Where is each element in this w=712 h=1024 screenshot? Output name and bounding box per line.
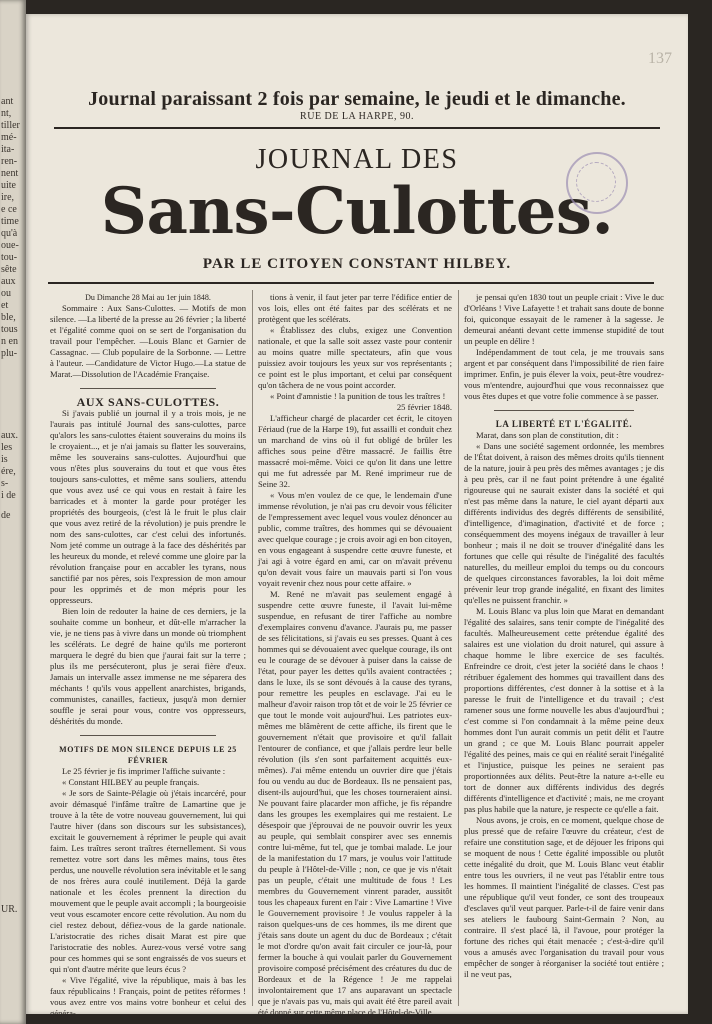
facing-page-text-fragment: plu- (1, 348, 18, 359)
facing-page-text-fragment: s- (1, 478, 9, 489)
issue-date: Du Dimanche 28 Mai au 1er juin 1848. (85, 293, 211, 302)
title-rule (48, 282, 654, 284)
subtitle: PAR LE CITOYEN CONSTANT HILBEY. (202, 256, 512, 272)
paragraph: Le 25 février je fis imprimer l'affiche suivante : (62, 766, 226, 776)
facing-page-text-fragment: mé- (1, 132, 17, 143)
publication-schedule: Journal paraissant 2 fois par semaine, le jeudi et le dimanche. (88, 88, 626, 110)
paragraph: tions à venir, il faut jeter par terre l'édifice entier de vos lois, elles ont été faites par des scélérats et ne protègent que les scélérats. (258, 292, 452, 324)
newspaper-page (26, 14, 688, 1018)
facing-page-text-fragment: tous (1, 324, 18, 335)
column-2 (258, 292, 452, 1017)
facing-page-text-fragment: ire, (1, 192, 15, 203)
facing-page-text-fragment: aux. (1, 430, 18, 441)
address-line: RUE DE LA HARPE, 90. (300, 111, 414, 122)
title-line-1: JOURNAL DES (255, 144, 459, 175)
facing-page-text-fragment: tou- (1, 252, 18, 263)
paragraph: « Vive l'égalité, vive la république, mais à bas les faux républicains ! Français, point de petites réformes ! vous avez entre vos mains votre bonheur et celui des généra- (50, 975, 246, 1018)
paragraph: M. René ne m'avait pas seulement engagé à suspendre cette œuvre funeste, il l'avait lui-même suspendue, en refusant de tirer l'affiche au nombre d'exemplaires convenu d'avance. J'aurais pu, me passer de ses félicitations, si j'avais eu ses presses. Quant à ces hommes qui se dévouaient avec quelque courage, ils ont eu le courage de se dévouer à puiser dans la caisse de l'état, pour payer les dettes qu'ils avaient contractées ; dans le luxe, ils se sont dévoués à la cause des tyrans, pour remettre les peuples en esclavage. J'ai eu le malheur d'avoir raison trop tôt et de voir le 25 février ce que tout le monde voit aujourd'hui. Les patriotes eux-mêmes me blâmèrent de cette affiche, ils firent que le gouvernement n'était que provisoire et qu'il fallait l'entourer de confiance, et que j'allais perdre leur belle révolution (ils s'en sont parfaitement acquittés eux-mêmes). J'ai même entendu un ouvrier dire que j'étais fou ou vendu au duc de Bordeaux. Ils ne pensaient pas, disent-ils aujourd'hui, que les choses tourneraient ainsi. Ne pouvant faire placarder mon affiche, je fis répandre dans les groupes les exemplaires qui me restaient. Le désespoir que j'éprouvai de ne pouvoir ouvrir les yeux au peuple, qui semblait conspirer avec ses ennemis contre lui-même, fut tel, que je tombai malade. Le jour de la manifestation du 17 mars, je voulus voir l'attitude du peuple à l'Hôtel-de-Ville ; non, ce que je vis n'était pas un peuple, c'était une multitude de fous ! Les membres du Gouvernement vinrent parader, aussitôt tous les chapeaux furent en l'air : Vive Lamartine ! Vive le Gouvernement provisoire ! Je voulus rappeler à la raison quelques-uns de ces hommes, ils me dirent que j'étais sans doute un agent du duc de Bordeaux ; c'était le mot d'ordre qu'on avait fait circuler ce jour-là, pour fermer la bouche à qui voulait parler du Gouvernement provisoire composé précisément des créatures du duc de Bordeaux et de la Régence ! Je me rappelai involontairement que 17 ans auparavant un spectacle que je n'avais pas vu, mais qui avait été être pareil avait été donné sur cette même place de l'Hôtel-de-Ville, (258, 589, 452, 1017)
facing-page-text-fragment: oue- (1, 240, 19, 251)
facing-page-text-fragment: de (1, 510, 11, 521)
article-heading: MOTIFS DE MON SILENCE DEPUIS LE 25 FÉVRIER (59, 745, 237, 765)
paragraph: Marat, dans son plan de constitution, dit : (476, 430, 619, 440)
paragraph: « Point d'amnistie ! la punition de tous les traîtres ! (270, 391, 446, 401)
facing-page-text-fragment: nt, (1, 108, 12, 119)
facing-page-text-fragment: sête (1, 264, 17, 275)
paragraph: M. Louis Blanc va plus loin que Marat en demandant l'égalité des salaires, sans tenir compte de l'inégalité des facultés. Malheureusement cette prétendue égalité des salaires est une violation du droit naturel, qui assure à chaque homme le libre exercice de ses facultés. Enfreindre ce droit, c'est jeter la société dans le chaos ! rétribuer également des hommes qui travaillent dans des proportions différentes, c'est donner à la sottise et à la paresse le fruit de l'intelligence et du travail ; c'est ramener sous une forme nouvelle les abus d'aujourd'hui ; c'est comme si l'on condamnait à la même peine deux hommes dont l'un aurait commis un petit délit et l'autre un grand ; ce que M. Louis Blanc pourrait appeler l'égalité des peines, mais ce qui en réalité serait l'inégalité et l'injustice, puisque les peines ne seraient pas proportionnées aux délits. Peut-être la nature a-t-elle eu tort de donner aux différents individus des degrés différents d'intelligence et d'activité ; mais, ne me croyant pas plus habile que la nature, je respecte ce qu'elle a fait. (464, 606, 664, 814)
column-divider (252, 290, 253, 1006)
library-stamp (566, 152, 628, 214)
facing-page-text-fragment: et (1, 300, 9, 311)
facing-page-text-fragment: n en (1, 336, 18, 347)
column-divider (458, 290, 459, 1006)
paragraph: L'afficheur chargé de placarder cet écrit, le citoyen Fériaud (rue de la Harpe 19), fut assailli et conduit chez un marchand de vins où il fut obligé de brûler les affiches sous peine d'être massacré. Je faillis être massacré moi-même. Voici ce qu'on lit dans une lettre qui me fut adressée par M. René imprimeur rue de Seine 32. (258, 413, 452, 489)
article-heading: AUX SANS-CULOTTES. (76, 395, 220, 409)
paragraph: Bien loin de redouter la haine de ces derniers, je la souhaite comme un bonheur, et dût-elle m'arracher la vie, je ne tiens pas à vivre dans un monde où triomphent les scélérats. Le degré de haine qu'ils me porteront marquera le degré du bien que j'aurai fait sur la terre ; plus ils me persécuteront, plus je serai fière d'eux. Jamais un intervalle assez immense ne me séparera des méchants ! qu'ils vous appellent anarchistes, brigands, communistes, canailles, factieux, jusqu'à mon dernier souffle je serai pour vous, contre vos oppresseurs, déshérités du monde. (50, 606, 246, 726)
facing-page-text-fragment: ére, (1, 466, 16, 477)
facing-page-text-fragment: is (1, 454, 8, 465)
paragraph: Si j'avais publié un journal il y a trois mois, je ne l'aurais pas intitulé Journal des sans-culottes, parce qu'alors les sans-culottes étaient souverains du moins ils le croyaient..., et je n'ai jamais su flatter les souverains, même les souverains sans-culottes. Aujourd'hui que vous n'êtes plus souverains du tout et que vous êtes toujours sans-culottes, et même sans souliers, attendu que vous avez usé ce qui vous en restait à faire les barricades et à monter la garde pour protéger les propriétés des bourgeois, (c'est là le fruit le plus clair que vous avez retiré de la révolution) je puis prendre le nom des sans-culottes, car c'est celui des infortunés. Nom jeté comme un outrage à la face des déshérités par les heureux du monde, et relevé comme une gloire par la révolution française pour en accabler les tyrans, nous sanctifié par nos pères, sois l'expression de mon amour pour les opprimés et de mon mépris pour les oppresseurs. (50, 408, 246, 605)
newspaper-title: Sans-Culottes. (100, 174, 614, 249)
article-heading: LA LIBERTÉ ET L'ÉGALITÉ. (495, 419, 633, 429)
facing-page-text-fragment: uite (1, 180, 16, 191)
separator (494, 410, 634, 411)
column-1 (50, 292, 247, 1018)
paragraph: Indépendamment de tout cela, je me trouvais sans argent et par conséquent dans l'impossibilité de rien faire imprimer. Enfin, je puis élever la voix, peut-être voudrez-vous m'entendre, aujourd'hui que vous reconnaissez que vous êtes dupes et que votre folie commence à se passer. (464, 347, 664, 401)
facing-page-text-fragment: ren- (1, 156, 18, 167)
separator (80, 388, 216, 389)
facing-page-text-fragment: i de (1, 490, 16, 501)
facing-page-text-fragment: tiller (1, 120, 20, 131)
facing-page-text-fragment: ita- (1, 144, 15, 155)
paragraph: « Établissez des clubs, exigez une Convention nationale, et que la salle soit assez vaste pour contenir au moins quatre mille spectateurs, afin que vous puissiez avoir toujours les yeux sur vos représentants ; ce point est le plus important, et celui par conséquent qu'on tâchera de ne vous point accorder. (258, 325, 452, 390)
facing-page-text-fragment: e ce (1, 204, 17, 215)
summary: Sommaire : Aux Sans-Culottes. — Motifs de mon silence. —La liberté de la presse au 26 février ; la liberté et l'égalité comme quoi on se sert de l'organisation du travail pour l'empêcher. —Louis Blanc et Garnier de Cassagnac. — Club populaire de la Sorbonne. — Lettre à l'auteur. —Candidature de Victor Hugo.—La statue de Marat.—Dissolution de l'Académie Française. (50, 303, 246, 379)
facing-page-text-fragment: ou (1, 288, 11, 299)
facing-page-edge (0, 0, 26, 1024)
paragraph: « Constant HILBEY au peuple français. (62, 777, 200, 787)
facing-page-text-fragment: ant (1, 96, 14, 107)
separator (80, 735, 216, 736)
facing-page-text-fragment: nent (1, 168, 19, 179)
paragraph: Nous avons, je crois, en ce moment, quelque chose de plus pressé que de refaire l'œuvre du créateur, c'est de refaire une constitution sage, et de déjouer les fripons qui se moquent de nous ! Cette égalité impossible ou plutôt cette inégalité du droit, que M. Louis Blanc veut établir entre tous les ouvriers, il ne veut pas l'établir entre tous les hommes. Il maintient l'inégalité de classes. C'est pas une république qu'il veut fonder, ce sont des troupeaux d'esclaves qu'il veut parquer. Parle-t-il de faire venir dans ses ateliers le faubourg Saint-Germain ? Non, au contraire. Il s'est placé là, il l'avoue, pour protéger la fortune des riches qui était menacée ; c'est-à-dire qu'il vous a amusés avec l'organisation du travail pour vous empêcher de songer à réorganiser la société tout entière ; il ne veut pas, (464, 815, 664, 979)
facing-page-text-fragment: qu'à (1, 228, 18, 239)
facing-page-text-fragment: time (1, 216, 19, 227)
paragraph: « Vous m'en voulez de ce que, le lendemain d'une immense révolution, je n'ai pas cru devoir vous féliciter de l'empressement avec lequel vous voulez dénoncer au public, comme traîtres, des hommes qui se dévouaient avec quelque courage ; je crois avoir agi en bon citoyen, en vous engageant à suspendre cette œuvre funeste, et j'ai agi à votre égard en ami, car on m'avait prévenu qu'on devait vous faire un mauvais parti si l'on vous voyait revenir chez nous pour cette affaire. » (258, 490, 452, 588)
facing-page-text-fragment: ble, (1, 312, 16, 323)
column-3 (464, 292, 664, 1006)
paragraph: « Je sors de Sainte-Pélagie où j'étais incarcéré, pour avoir démasqué l'infâme traître de Lamartine que je trouve à la tête de votre nouveau gouvernement, lui qui l'autre hiver (dans son discours sur les subsistances), excitait le gouvernement à réprimer le peuple qui avait faim. Les traîtres seront traîtres éternellement. Si vous remettez votre sort dans les mêmes mains, tous êtes perdus, une nouvelle révolution sera inévitable et le sang de nos frères aura coulé inutilement. Déjà la garde nationale et les écoles prennent la direction du mouvement que le peuple avait accompli ; la bourgeoisie veut vous escamoter encore cette révolution. Au nom du ciel restez debout, défiez-vous de la garde nationale. L'aristocratie des riches disait Marat est pire que l'aristocratie des nobles. Aurez-vous versé votre sang pour ces hommes qui se sont engraissés de vos sueurs et qui n'ont d'autre mérite que leurs écus ? (50, 788, 247, 974)
facing-page-text-fragment: aux (1, 276, 16, 287)
page-number: 137 (648, 50, 672, 67)
facing-page-text-fragment: UR. (1, 904, 18, 915)
signature-date: 25 février 1848. (396, 402, 452, 412)
paragraph: « Dans une société sagement ordonnée, les membres de l'État doivent, à raison des mêmes droits qu'ils tiennent de la nature, jouir à peu près des mêmes avantages ; je dis à peu près, car il ne faut point prétendre à une égalité rigoureuse qui ne saurait exister dans la société et qui n'est pas même dans la nature, le ciel ayant départi aux différents individus des degrés différents de sensibilité, d'intelligence, d'imagination, d'activité et de force ; conséquemment des moyens inégaux de travailler à leur bonheur ; mais il ne doit se trouver d'inégalité dans les fortunes que celle qui résulte de l'inégalité des facultés naturelles, du meilleur emploi du temps ou du concours de quelques circonstances favorables, la loi doit même prévenir leur trop grande inégalité, en fixant des limites qu'elles ne puissent franchir. » (464, 441, 664, 605)
masthead-rule (54, 127, 660, 129)
facing-page-text-fragment: les (1, 442, 13, 453)
paragraph: je pensai qu'en 1830 tout un peuple criait : Vive le duc d'Orléans ! Vive Lafayette ! et trahait sans doute de bonne foi, quiconque essayait de le ramener à la sagesse. Je demeurai anéanti devant cette immense stupidité de tout un peuple en délire ! (464, 292, 664, 346)
